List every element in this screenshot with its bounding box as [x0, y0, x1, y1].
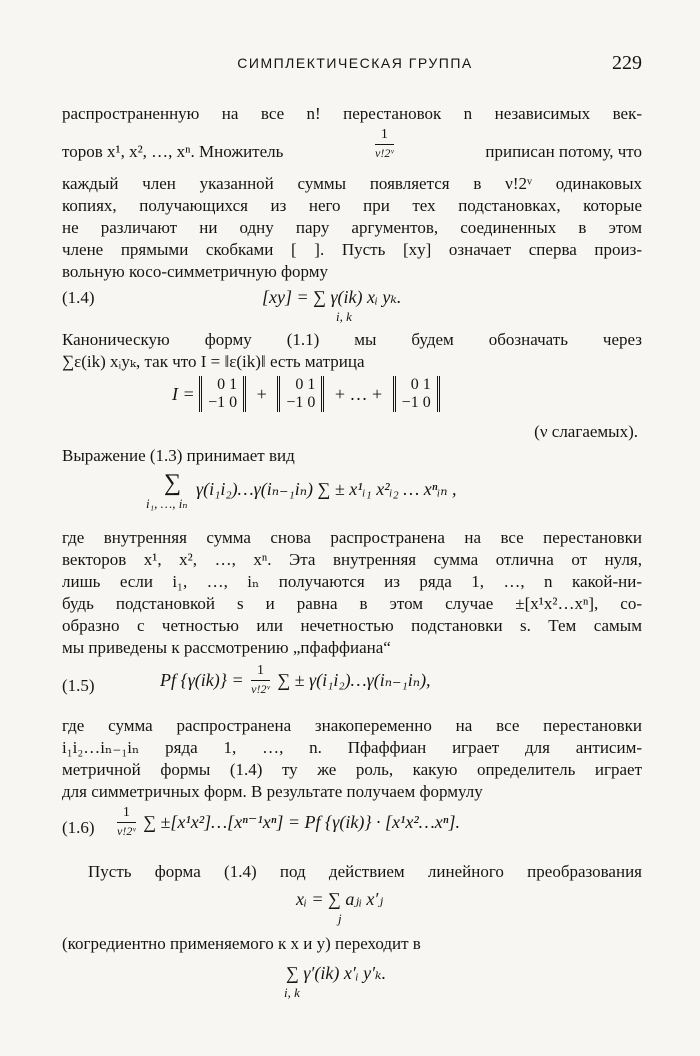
- fraction-denominator: ν!2ᵛ: [251, 682, 270, 696]
- plus-dots: + … +: [334, 384, 383, 404]
- equation-1-5: [160, 664, 431, 708]
- text-line: для симметричных форм. В результате получаем формулу: [62, 782, 483, 801]
- matrix-row: −1 0: [286, 394, 316, 411]
- equation-1-3-form: γ(i₁i₂)…γ(iₙ₋₁iₙ) ∑ ± x¹ᵢ₁ x²ᵢ₂ … xⁿᵢₙ ,: [196, 479, 457, 499]
- matrix-equation: [172, 376, 440, 420]
- matrix-row: 0 1: [217, 376, 238, 393]
- equation-1-4: [xy] = ∑ γ(ik) xᵢ yₖ.: [262, 287, 402, 307]
- text-line: будь подстановкой s и равна в этом случае ±[x¹x²…xⁿ], со-: [62, 594, 642, 613]
- text-line: векторов x¹, x², …, xⁿ. Эта внутренняя сумма отлична от нуля,: [62, 550, 642, 569]
- transformed-form: ∑ γ′(ik) x′ᵢ y′ₖ.: [286, 963, 387, 983]
- text-line: Пусть форма (1.4) под действием линейного преобразования: [88, 862, 642, 881]
- matrix-row: 0 1: [410, 376, 431, 393]
- sum-sign: ∑: [164, 470, 182, 496]
- sum-subscript: i₁, …, iₙ: [146, 496, 188, 511]
- text-segment: торов x¹, x², …, xⁿ. Множитель: [62, 142, 284, 161]
- text-line: образно с четностью или нечетностью подстановки s. Тем самым: [62, 616, 642, 635]
- equation-label: (1.4): [62, 288, 95, 307]
- matrix-block: [277, 376, 324, 412]
- text-line: копиях, получающихся из него при тех подстановках, которые: [62, 196, 642, 215]
- matrix-block: [393, 376, 440, 412]
- text-line: Каноническую форму (1.1) мы будем обозначать через: [62, 330, 642, 349]
- text-line-with-fraction: [62, 128, 642, 172]
- text-segment: приписан потому, что: [485, 142, 642, 161]
- text-line: каждый член указанной суммы появляется в ν!2ᵛ одинаковых: [62, 174, 642, 193]
- equation-label: (1.6): [62, 818, 95, 837]
- text-line: метричной формы (1.4) ту же роль, какую определитель играет: [62, 760, 642, 779]
- chapter-title: СИМПЛЕКТИЧЕСКАЯ ГРУППА: [237, 55, 473, 71]
- equation-label: (1.5): [62, 676, 95, 695]
- fraction: [375, 128, 394, 159]
- equation-1-6-body: ∑ ±[x¹x²]…[xⁿ⁻¹xⁿ] = Pf {γ(ik)} · [x¹x²…xⁿ].: [143, 811, 460, 832]
- text-line: где внутренняя сумма снова распространена на все перестановки: [62, 528, 642, 547]
- sum-subscript: i, k: [284, 985, 300, 1000]
- fraction-numerator: 1: [251, 664, 270, 681]
- equation-1-6: [114, 806, 460, 850]
- text-line: где сумма распространена знакопеременно на все перестановки: [62, 716, 642, 735]
- text-line: ∑ε(ik) xᵢyₖ, так что I = ‖ε(ik)‖ есть матрица: [62, 352, 365, 371]
- pfaffian-lhs: Pf {γ(ik)} =: [160, 669, 244, 690]
- sum-subscript: i, k: [336, 309, 352, 324]
- plus-sign: +: [256, 384, 267, 404]
- text-line: (когредиентно применяемого к x и y) переходит в: [62, 934, 421, 953]
- linear-transformation: xᵢ = ∑ aⱼᵢ x′ⱼ: [296, 889, 384, 909]
- page-number: 229: [612, 52, 642, 74]
- matrix-lhs: I =: [172, 384, 195, 404]
- text-line: Выражение (1.3) принимает вид: [62, 446, 295, 465]
- matrix-row: 0 1: [295, 376, 316, 393]
- fraction-denominator: ν!2ᵛ: [375, 146, 394, 160]
- fraction: [251, 664, 270, 695]
- text-line: лишь если i₁, …, iₙ получаются из ряда 1, …, n какой-ни-: [62, 572, 642, 591]
- text-line: члене прямыми скобками [ ]. Пусть [xy] означает сперва произ-: [62, 240, 642, 259]
- matrix-block: [199, 376, 246, 412]
- text-line: мы приведены к рассмотрению „пфаффиана“: [62, 638, 391, 657]
- fraction-numerator: 1: [117, 806, 136, 823]
- fraction: [117, 806, 136, 837]
- fraction-numerator: 1: [375, 128, 394, 145]
- text-line: i₁i₂…iₙ₋₁iₙ ряда 1, …, n. Пфаффиан играет для антисим-: [62, 738, 642, 757]
- text-line: вольную косо-симметричную форму: [62, 262, 329, 281]
- fraction-denominator: ν!2ᵛ: [117, 824, 136, 838]
- text-line: распространенную на все n! перестановок n независимых век-: [62, 104, 642, 123]
- running-header: [60, 52, 650, 78]
- sum-subscript: j: [338, 911, 342, 926]
- pfaffian-rhs: ∑ ± γ(i₁i₂)…γ(iₙ₋₁iₙ),: [277, 669, 431, 690]
- matrix-row: −1 0: [208, 394, 238, 411]
- text-line: не различают ни одну пару аргументов, соединенных в этом: [62, 218, 642, 237]
- matrix-row: −1 0: [401, 394, 431, 411]
- note-count: (ν слагаемых).: [534, 422, 638, 441]
